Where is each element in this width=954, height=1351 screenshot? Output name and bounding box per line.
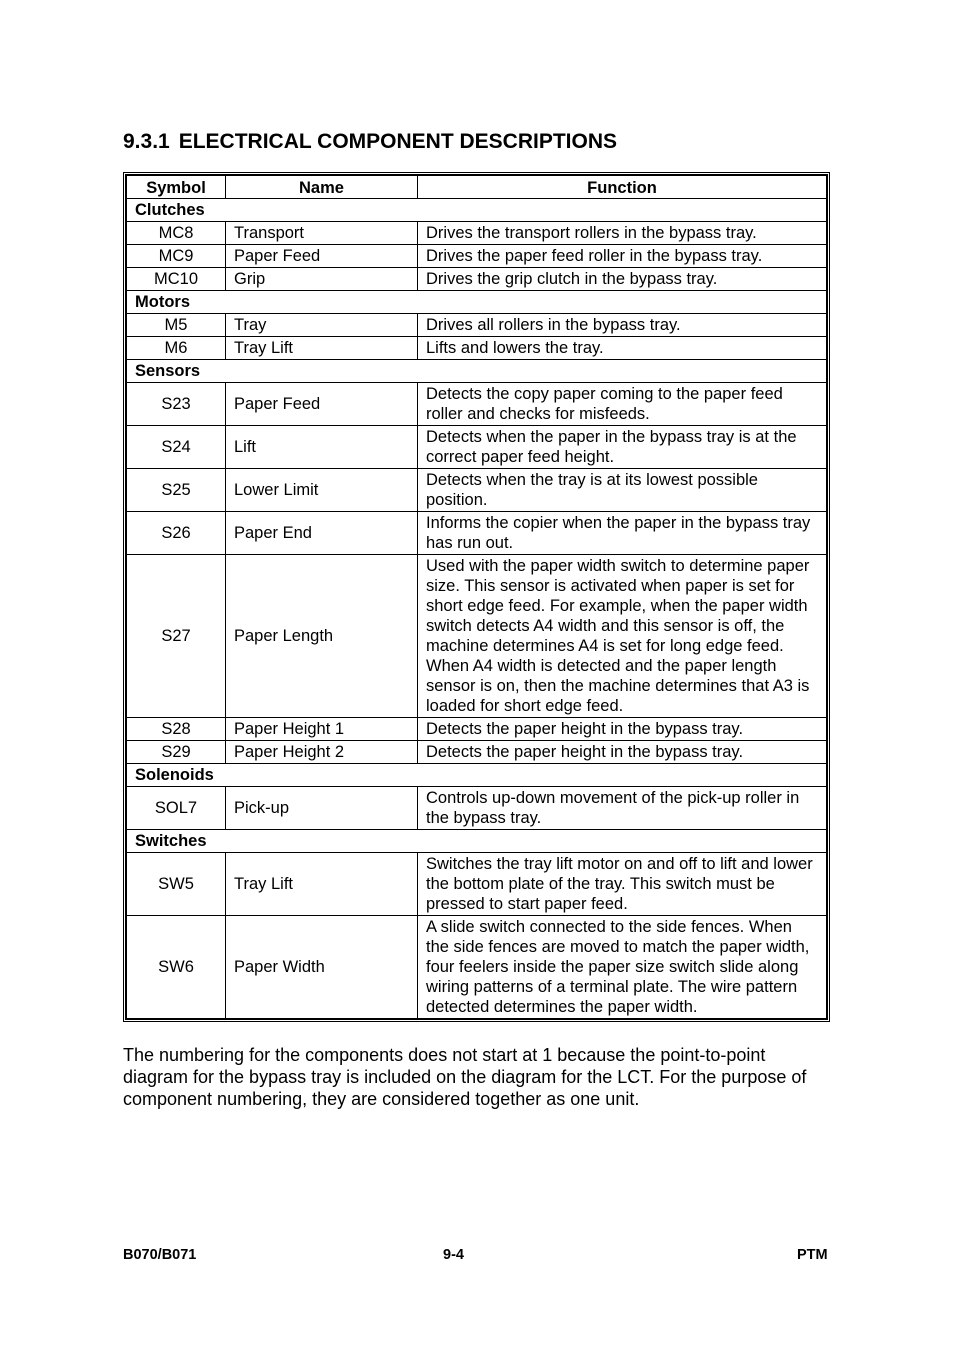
group-row-motors	[127, 291, 827, 314]
cell-function: Drives the grip clutch in the bypass tray.	[418, 268, 827, 291]
cell-function: Drives the transport rollers in the bypass tray.	[418, 222, 827, 245]
header-symbol: Symbol	[127, 176, 226, 199]
table-row	[127, 916, 827, 1019]
cell-name: Paper Height 2	[226, 741, 418, 764]
group-label: Motors	[135, 293, 190, 311]
table-row	[127, 853, 827, 916]
cell-name: Lift	[226, 426, 418, 469]
group-row-sensors	[127, 360, 827, 383]
cell-name: Paper Feed	[226, 383, 418, 426]
table-row	[127, 741, 827, 764]
cell-name: Tray Lift	[226, 337, 418, 360]
cell-symbol: S23	[127, 383, 226, 426]
group-label: Sensors	[135, 362, 201, 380]
cell-symbol: MC10	[127, 268, 226, 291]
cell-function: Detects when the tray is at its lowest possible position.	[418, 469, 827, 512]
cell-name: Grip	[226, 268, 418, 291]
cell-symbol: M5	[127, 314, 226, 337]
table-row	[127, 469, 827, 512]
cell-symbol: M6	[127, 337, 226, 360]
cell-function: Used with the paper width switch to determine paper size. This sensor is activated when paper is set for short edge feed. For example, when the paper width switch detects A4 width and this sensor is off, the machine determines A4 is set for long edge feed. When A4 width is detected and the paper length sensor is on, then the machine determines that A3 is loaded for short edge feed.	[418, 555, 827, 718]
cell-symbol: S28	[127, 718, 226, 741]
numbering-note: The numbering for the components does not start at 1 because the point-to-point diagram for the bypass tray is included on the diagram for the LCT. For the purpose of component numbering, they are considered together as one unit.	[123, 1045, 807, 1109]
cell-symbol: S26	[127, 512, 226, 555]
component-table	[126, 175, 827, 1019]
footer-model: B070/B071	[123, 1247, 197, 1263]
section-title: ELECTRICAL COMPONENT DESCRIPTIONS	[178, 130, 618, 153]
cell-symbol: S24	[127, 426, 226, 469]
cell-name: Paper Feed	[226, 245, 418, 268]
table-row	[127, 426, 827, 469]
header-function: Function	[418, 176, 827, 199]
table-row	[127, 222, 827, 245]
footer-manual-id: PTM	[797, 1247, 828, 1263]
group-label: Clutches	[135, 201, 205, 219]
group-row-switches	[127, 830, 827, 853]
cell-symbol: MC8	[127, 222, 226, 245]
cell-function: Lifts and lowers the tray.	[418, 337, 827, 360]
section-number: 9.3.1	[123, 130, 170, 153]
cell-function: Detects when the paper in the bypass tray is at the correct paper feed height.	[418, 426, 827, 469]
cell-function: Switches the tray lift motor on and off to lift and lower the bottom plate of the tray. This switch must be pressed to start paper feed.	[418, 853, 827, 916]
cell-function: Detects the paper height in the bypass tray.	[418, 718, 827, 741]
group-label: Solenoids	[135, 766, 214, 784]
cell-name: Tray Lift	[226, 853, 418, 916]
cell-symbol: SOL7	[127, 787, 226, 830]
cell-name: Pick-up	[226, 787, 418, 830]
table-row	[127, 512, 827, 555]
component-table-frame	[123, 172, 830, 1022]
table-row	[127, 268, 827, 291]
cell-function: Detects the copy paper coming to the paper feed roller and checks for misfeeds.	[418, 383, 827, 426]
table-body	[127, 199, 827, 1019]
cell-function: A slide switch connected to the side fences. When the side fences are moved to match the paper width, four feelers inside the paper size switch slide along wiring patterns of a terminal plate. The wire pattern detected determines the paper width.	[418, 916, 827, 1019]
cell-symbol: SW5	[127, 853, 226, 916]
cell-symbol: S29	[127, 741, 226, 764]
footer-page-number: 9-4	[443, 1247, 464, 1263]
cell-function: Drives the paper feed roller in the bypass tray.	[418, 245, 827, 268]
section-heading	[123, 130, 617, 154]
cell-function: Drives all rollers in the bypass tray.	[418, 314, 827, 337]
table-row	[127, 555, 827, 718]
table-header-row	[127, 176, 827, 199]
cell-name: Paper Width	[226, 916, 418, 1019]
table-row	[127, 718, 827, 741]
cell-symbol: SW6	[127, 916, 226, 1019]
cell-symbol: S27	[127, 555, 226, 718]
table-row	[127, 314, 827, 337]
header-name: Name	[226, 176, 418, 199]
table-row	[127, 787, 827, 830]
cell-function: Controls up-down movement of the pick-up roller in the bypass tray.	[418, 787, 827, 830]
cell-name: Paper Length	[226, 555, 418, 718]
cell-name: Tray	[226, 314, 418, 337]
cell-symbol: S25	[127, 469, 226, 512]
cell-function: Informs the copier when the paper in the bypass tray has run out.	[418, 512, 827, 555]
cell-name: Transport	[226, 222, 418, 245]
group-row-solenoids	[127, 764, 827, 787]
table-row	[127, 245, 827, 268]
cell-function: Detects the paper height in the bypass tray.	[418, 741, 827, 764]
table-row	[127, 383, 827, 426]
group-label: Switches	[135, 832, 207, 850]
table-row	[127, 337, 827, 360]
cell-name: Paper End	[226, 512, 418, 555]
cell-name: Paper Height 1	[226, 718, 418, 741]
group-row-clutches	[127, 199, 827, 222]
cell-name: Lower Limit	[226, 469, 418, 512]
cell-symbol: MC9	[127, 245, 226, 268]
